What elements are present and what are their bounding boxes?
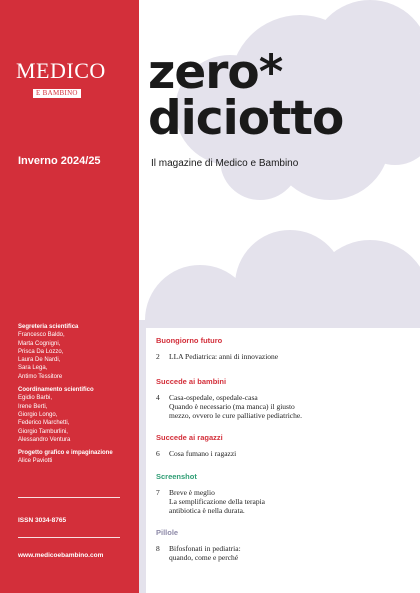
logo-wordmark: MEDICO: [16, 58, 106, 83]
article-subtitle: quando, come e perché: [169, 553, 239, 562]
toc-entry[interactable]: [156, 449, 406, 458]
credits-segreteria: [18, 323, 134, 381]
article-title: LLA Pediatrica: anni di innovazione: [169, 352, 279, 361]
issn-label: ISSN 3034-8765: [18, 517, 67, 524]
magazine-title: [148, 45, 344, 146]
section-heading: Pillole: [156, 528, 179, 537]
left-column: [0, 0, 139, 593]
tagline: Il magazine di Medico e Bambino: [151, 158, 299, 169]
section-heading: Succede ai bambini: [156, 377, 227, 386]
credit-title: Progetto grafico e impaginazione: [18, 450, 113, 457]
credit-name: Francesco Baldo,: [18, 332, 65, 339]
toc-entry[interactable]: [156, 488, 406, 515]
credit-title: Segreteria scientifica: [18, 324, 79, 330]
page-number: 8: [156, 544, 160, 553]
page-number: 7: [156, 488, 160, 497]
section-heading: Buongiorno futuro: [156, 336, 223, 345]
medico-e-bambino-logo: [16, 60, 114, 100]
credit-name: Egidio Barbi,: [18, 395, 53, 402]
issue-label: Inverno 2024/25: [18, 155, 101, 167]
toc-entry[interactable]: [156, 393, 406, 420]
website-link[interactable]: www.medicoebambino.com: [18, 552, 104, 559]
credit-name: Laura De Nardi,: [18, 357, 61, 364]
article-subtitle: mezzo, ovvero le cure palliative pediatriche.: [169, 411, 303, 420]
toc-section-screenshot: [156, 472, 406, 515]
section-heading: Succede ai ragazzi: [156, 433, 223, 442]
toc-section-buongiorno-futuro: [156, 336, 406, 361]
toc-section-succede-ai-ragazzi: [156, 433, 406, 458]
credit-name: Sara Lega,: [18, 365, 48, 372]
credit-name: Irene Berti,: [18, 403, 48, 410]
article-subtitle: antibiotica è nella durata.: [169, 506, 245, 515]
credit-name: Federico Marchetti,: [18, 420, 70, 427]
page-number: 2: [156, 352, 160, 361]
credit-name: Alice Paviotti: [18, 458, 53, 465]
toc-entry[interactable]: [156, 352, 406, 361]
article-title: Breve è meglio: [169, 488, 215, 497]
article-title: Bifosfonati in pediatria:: [169, 544, 241, 553]
page-number: 4: [156, 393, 160, 402]
credit-name: Alessandro Ventura: [18, 436, 71, 443]
credit-name: Giorgio Tamburlini,: [18, 428, 68, 435]
divider: [18, 537, 120, 538]
title-line-2: diciotto: [148, 91, 344, 146]
toc-entry[interactable]: [156, 544, 406, 562]
page-number: 6: [156, 449, 160, 458]
toc-section-pillole: [156, 528, 406, 562]
credits: [18, 323, 134, 471]
article-subtitle: La semplificazione della terapia: [169, 497, 265, 506]
credits-coordinamento: [18, 386, 134, 444]
toc-section-succede-ai-bambini: [156, 377, 406, 420]
article-title: Cosa fumano i ragazzi: [169, 449, 237, 458]
section-heading: Screenshot: [156, 472, 197, 481]
credit-name: Marta Cognigni,: [18, 340, 61, 347]
credit-name: Prisca Da Lozzo,: [18, 348, 64, 355]
article-title: Casa-ospedale, ospedale-casa: [169, 393, 258, 402]
credit-title: Coordinamento scientifico: [18, 387, 94, 394]
credit-name: Antimo Tessitore: [18, 373, 63, 380]
credits-progetto: [18, 449, 134, 466]
title-line-1: zero*: [148, 45, 283, 100]
credit-name: Giorgio Longo,: [18, 411, 58, 418]
logo-subtitle: E BAMBINO: [33, 89, 81, 98]
article-subtitle: Quando è necessario (ma manca) il giusto: [169, 402, 295, 411]
divider: [18, 497, 120, 498]
